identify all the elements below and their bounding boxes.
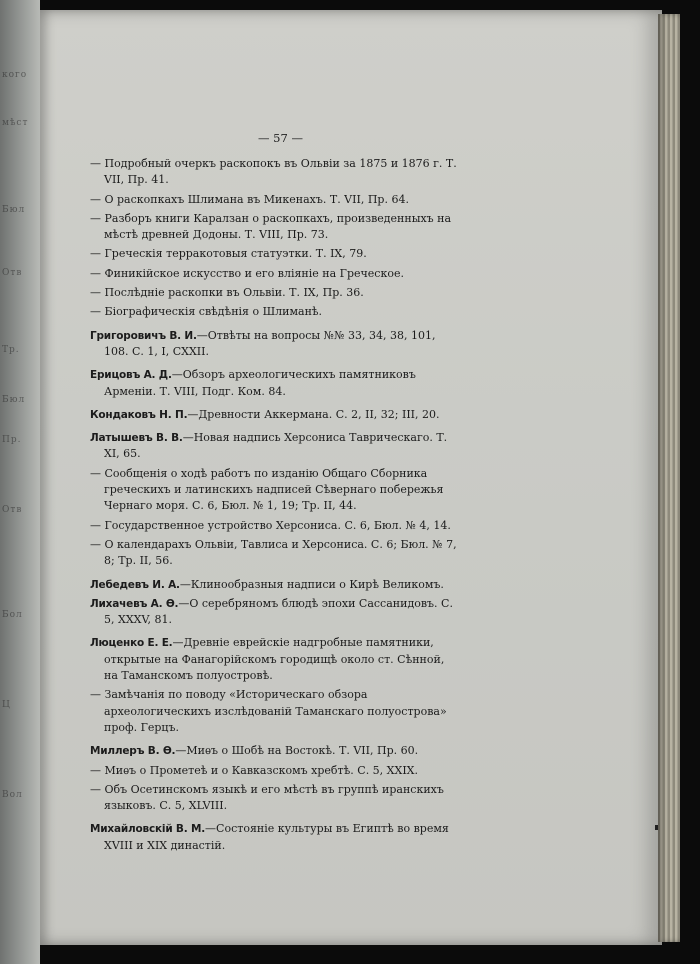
entry-author: Латышевъ В. В.: [90, 432, 183, 445]
ink-mark: [655, 825, 658, 830]
entry-text: — Греческія терракотовыя статуэтки. Т. IX, 79.: [90, 247, 367, 261]
left-page-fragment: мѣст: [2, 118, 29, 128]
entry-text: —Обзоръ археологическихъ памятниковъ Арменіи. Т. VIII, Подг. Ком. 84.: [104, 368, 416, 398]
entry-text: —Клинообразныя надписи о Кирѣ Великомъ.: [179, 577, 444, 591]
entry-text: — Біографическія свѣдѣнія о Шлиманѣ.: [90, 305, 323, 319]
page-number: — 57 —: [258, 131, 303, 145]
left-page-fragment: Тр.: [2, 345, 20, 355]
entry-text: —Состояніе культуры въ Египтѣ во время XVIII и XIX династій.: [104, 822, 449, 852]
entry-text: —Новая надпись Херсониса Таврическаго. Т. XI, 65.: [104, 431, 448, 461]
entry-text: — Миѳъ о Прометеѣ и о Кавказскомъ хребтѣ. С. 5, XXIX.: [90, 763, 419, 777]
entry-author: Михайловскій В. М.: [90, 823, 206, 836]
entry-text: — Разборъ книги Каралзан о раскопкахъ, произведенныхъ на мѣстѣ древней Додоны. Т. VIII, Пр. 73.: [90, 211, 452, 242]
index-entry: [90, 304, 460, 320]
index-entry: [90, 635, 460, 684]
index-entries: [90, 156, 460, 854]
index-entry: [90, 367, 460, 400]
entry-text: —Отвѣты на вопросы №№ 33, 34, 38, 101, 108. С. 1, I, CXXII.: [104, 328, 436, 358]
index-entry: [90, 763, 460, 779]
index-entry: [90, 537, 460, 570]
left-page-fragment: Бюл: [2, 205, 26, 215]
index-entry: [90, 407, 460, 423]
left-page-fragment: Вол: [2, 790, 23, 800]
page-stack-edge: [658, 14, 680, 942]
index-entry: [90, 577, 460, 593]
entry-author: Григоровичъ В. И.: [90, 329, 197, 342]
index-entry: [90, 782, 460, 815]
entry-text: — О раскопкахъ Шлимана въ Микенахъ. Т. VII, Пр. 64.: [90, 192, 409, 206]
entry-text: — Сообщенія о ходѣ работъ по изданію Общаго Сборника греческихъ и латинскихъ надписей Сѣвернаго побережья Чернаго моря. С. 6, Бюл. № 1, 19; Тр. II, 44.: [90, 466, 444, 513]
left-page-fragment: Пр.: [2, 435, 22, 445]
left-page-fragment: Отв: [2, 268, 23, 278]
entry-text: — О календарахъ Ольвіи, Тавлиса и Херсониса. С. 6; Бюл. № 7, 8; Тр. II, 56.: [90, 537, 457, 568]
left-page-fragment: кого: [2, 70, 28, 80]
index-entry: [90, 211, 460, 244]
index-entry: [90, 192, 460, 208]
entry-text: — Подробный очеркъ раскопокъ въ Ольвіи за 1875 и 1876 г. Т. VII, Пр. 41.: [90, 157, 457, 187]
left-page-fragment: Ц: [2, 700, 11, 710]
entry-text: — Финикійское искусство и его вліяніе на Греческое.: [90, 266, 404, 280]
index-entry: [90, 821, 460, 854]
index-entry: [90, 518, 460, 534]
index-entry: [90, 743, 460, 759]
index-entry: [90, 266, 460, 282]
entry-text: —Древніе еврейскіе надгробные памятники, открытые на Фанагорійскомъ городищѣ около ст. Сѣнной, на Таманскомъ полуостровѣ.: [104, 636, 445, 683]
entry-text: — Замѣчанія по поводу «Историческаго обзора археологическихъ изслѣдованій Таманскаго полуострова» проф. Герцъ.: [90, 688, 447, 734]
index-entry: [90, 246, 460, 262]
index-entry: [90, 285, 460, 301]
index-entry: [90, 328, 460, 361]
entry-text: — Послѣдніе раскопки въ Ольвіи. Т. IX, Пр. 36.: [90, 286, 364, 300]
index-entry: [90, 156, 460, 189]
index-entry: [90, 466, 460, 515]
entry-author: Кондаковъ Н. П.: [90, 408, 188, 421]
index-entry: [90, 596, 460, 629]
entry-text: —О серебряномъ блюдѣ эпохи Сассанидовъ. С. 5, XXXV, 81.: [104, 596, 453, 627]
left-page-fragment: Бюл: [2, 395, 26, 405]
left-page-edge: [0, 0, 40, 964]
index-entry: [90, 430, 460, 463]
entry-text: —Древности Аккермана. С. 2, II, 32; III, 20.: [187, 407, 440, 421]
left-page-fragment: Бол: [2, 610, 23, 620]
index-entry: [90, 687, 460, 736]
entry-author: Лихачевъ А. Ө.: [90, 597, 179, 610]
entry-text: — Объ Осетинскомъ языкѣ и его мѣстѣ въ группѣ иранскихъ языковъ. С. 5, XLVIII.: [90, 782, 444, 813]
entry-author: Лебедевъ И. А.: [90, 578, 180, 591]
entry-author: Ерицовъ А. Д.: [90, 369, 172, 382]
entry-author: Люценко Е. Е.: [90, 637, 173, 650]
entry-text: —Миѳъ о Шобѣ на Востокѣ. Т. VII, Пр. 60.: [175, 744, 419, 758]
entry-text: — Государственное устройство Херсониса. С. 6, Бюл. № 4, 14.: [90, 518, 451, 532]
entry-author: Миллеръ В. Ө.: [90, 745, 176, 758]
left-page-fragment: Отв: [2, 505, 23, 515]
